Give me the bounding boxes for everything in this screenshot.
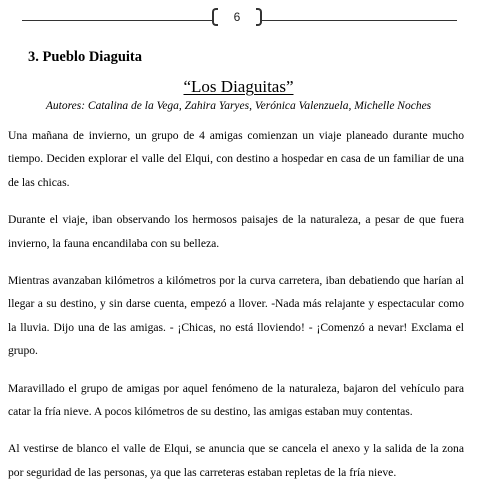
page-number: 6 bbox=[233, 10, 241, 24]
story-title: “Los Diaguitas” bbox=[183, 77, 294, 96]
paragraph: Durante el viaje, iban observando los hermosos paisajes de la naturaleza, a pesar de que fuera invierno, la fauna encandilaba con su belleza. bbox=[8, 213, 464, 250]
paragraph: Al vestirse de blanco el valle de Elqui, se anuncia que se cancela el anexo y la salida de la zona por seguridad de las personas, ya que las carreteras estaban repletas de la fría nieve. bbox=[8, 442, 464, 479]
section-heading: 3. Pueblo Diaguita bbox=[28, 49, 142, 65]
right-bracket-icon bbox=[256, 8, 262, 26]
story-authors: Autores: Catalina de la Vega, Zahira Yaryes, Verónica Valenzuela, Michelle Noches bbox=[45, 100, 432, 112]
story-body bbox=[8, 124, 464, 498]
header-rule-right bbox=[262, 20, 457, 21]
header-rule-left bbox=[22, 20, 212, 21]
paragraph: Mientras avanzaban kilómetros a kilómetros por la curva carretera, iban debatiendo que harían al llegar a su destino, y sin darse cuenta, empezó a llover. -Nada más relajante y espectacular como la lluvia. Dijo una de las amigas. - ¡Chicas, no está lloviendo! - ¡Comenzó a nevar! Exclama el grupo. bbox=[8, 274, 464, 358]
paragraph: Maravillado el grupo de amigas por aquel fenómeno de la naturaleza, bajaron del vehículo para catar la fría nieve. A pocos kilómetros de su destino, las amigas estaban muy contentas. bbox=[8, 381, 464, 419]
paragraph: Una mañana de invierno, un grupo de 4 amigas comienzan un viaje planeado durante mucho tiempo. Deciden explorar el valle del Elqui, con destino a hospedar en casa de un familiar de una de las chicas. bbox=[8, 129, 464, 189]
page-header bbox=[0, 6, 477, 28]
